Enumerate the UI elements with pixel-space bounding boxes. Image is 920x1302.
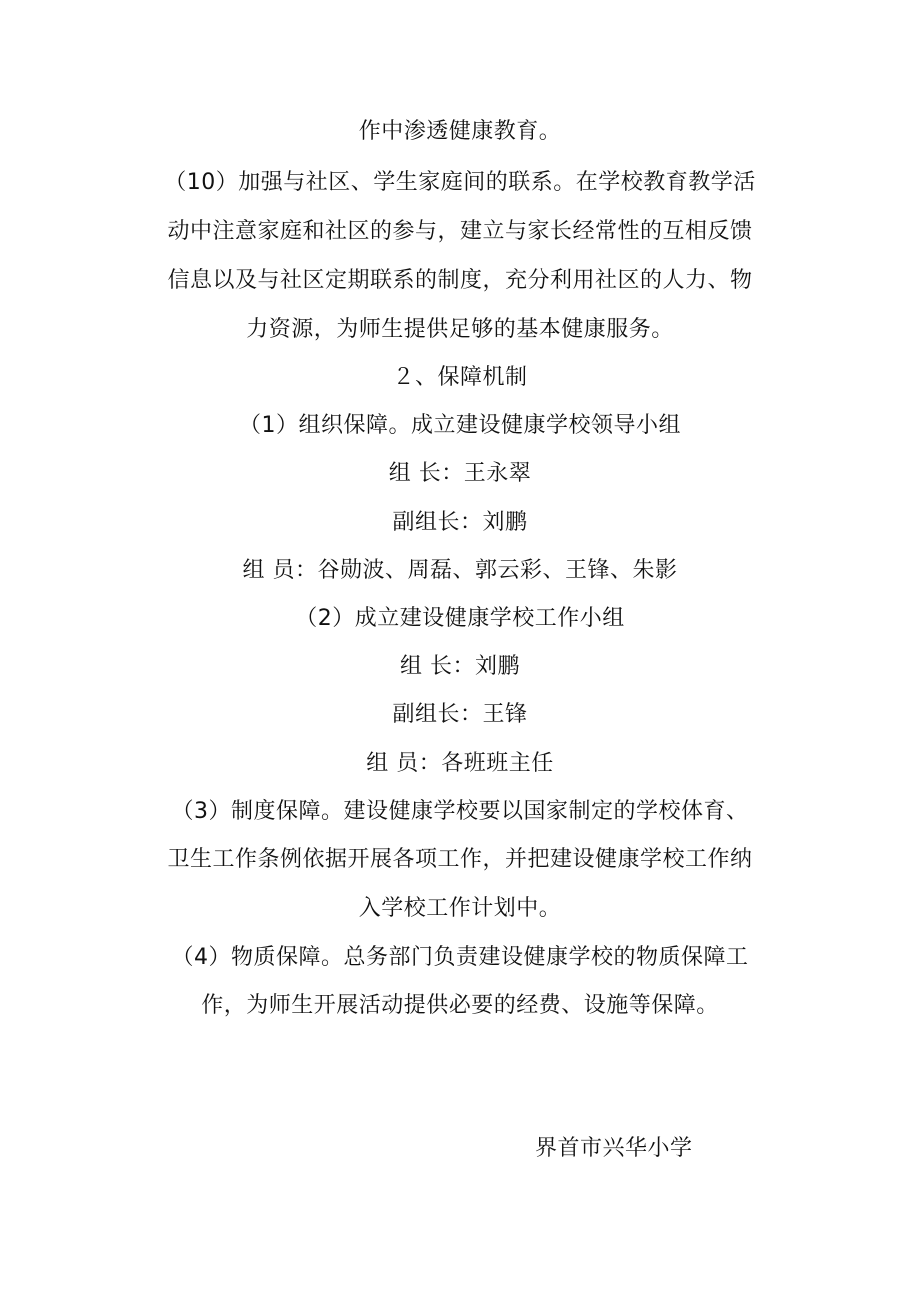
text-line: 作，为师生开展活动提供必要的经费、设施等保障。 bbox=[201, 993, 719, 1018]
text-line: 入学校工作计划中。 bbox=[358, 896, 562, 921]
text-line: （2）成立建设健康学校工作小组 bbox=[295, 606, 625, 631]
text-line: 组 员：各班班主任 bbox=[366, 751, 554, 776]
text-line: 力资源，为师生提供足够的基本健康服务。 bbox=[246, 317, 674, 342]
text-line: 卫生工作条例依据开展各项工作，并把建设健康学校工作纳 bbox=[167, 847, 753, 872]
signature: 界首市兴华小学 bbox=[535, 1136, 693, 1161]
text-line: 组 员：谷勋波、周磊、郭云彩、王锋、朱影 bbox=[242, 558, 678, 583]
text-line: 副组长：王锋 bbox=[392, 702, 528, 727]
text-line: （1）组织保障。成立建设健康学校领导小组 bbox=[239, 413, 681, 438]
text-line: 组 长：刘鹏 bbox=[400, 654, 520, 679]
text-line: 动中注意家庭和社区的参与，建立与家长经常性的互相反馈 bbox=[167, 219, 753, 244]
section-heading: ２、保障机制 bbox=[392, 365, 528, 390]
text-line: 组 长：王永翠 bbox=[388, 461, 532, 486]
text-line: 信息以及与社区定期联系的制度，充分利用社区的人力、物 bbox=[167, 268, 753, 293]
text-line: 副组长：刘鹏 bbox=[392, 510, 528, 535]
text-line: 作中渗透健康教育。 bbox=[358, 119, 562, 144]
text-line: （10）加强与社区、学生家庭间的联系。在学校教育教学活 bbox=[164, 170, 756, 195]
text-line: （4）物质保障。总务部门负责建设健康学校的物质保障工 bbox=[171, 945, 749, 970]
text-line: （3）制度保障。建设健康学校要以国家制定的学校体育、 bbox=[171, 799, 749, 824]
